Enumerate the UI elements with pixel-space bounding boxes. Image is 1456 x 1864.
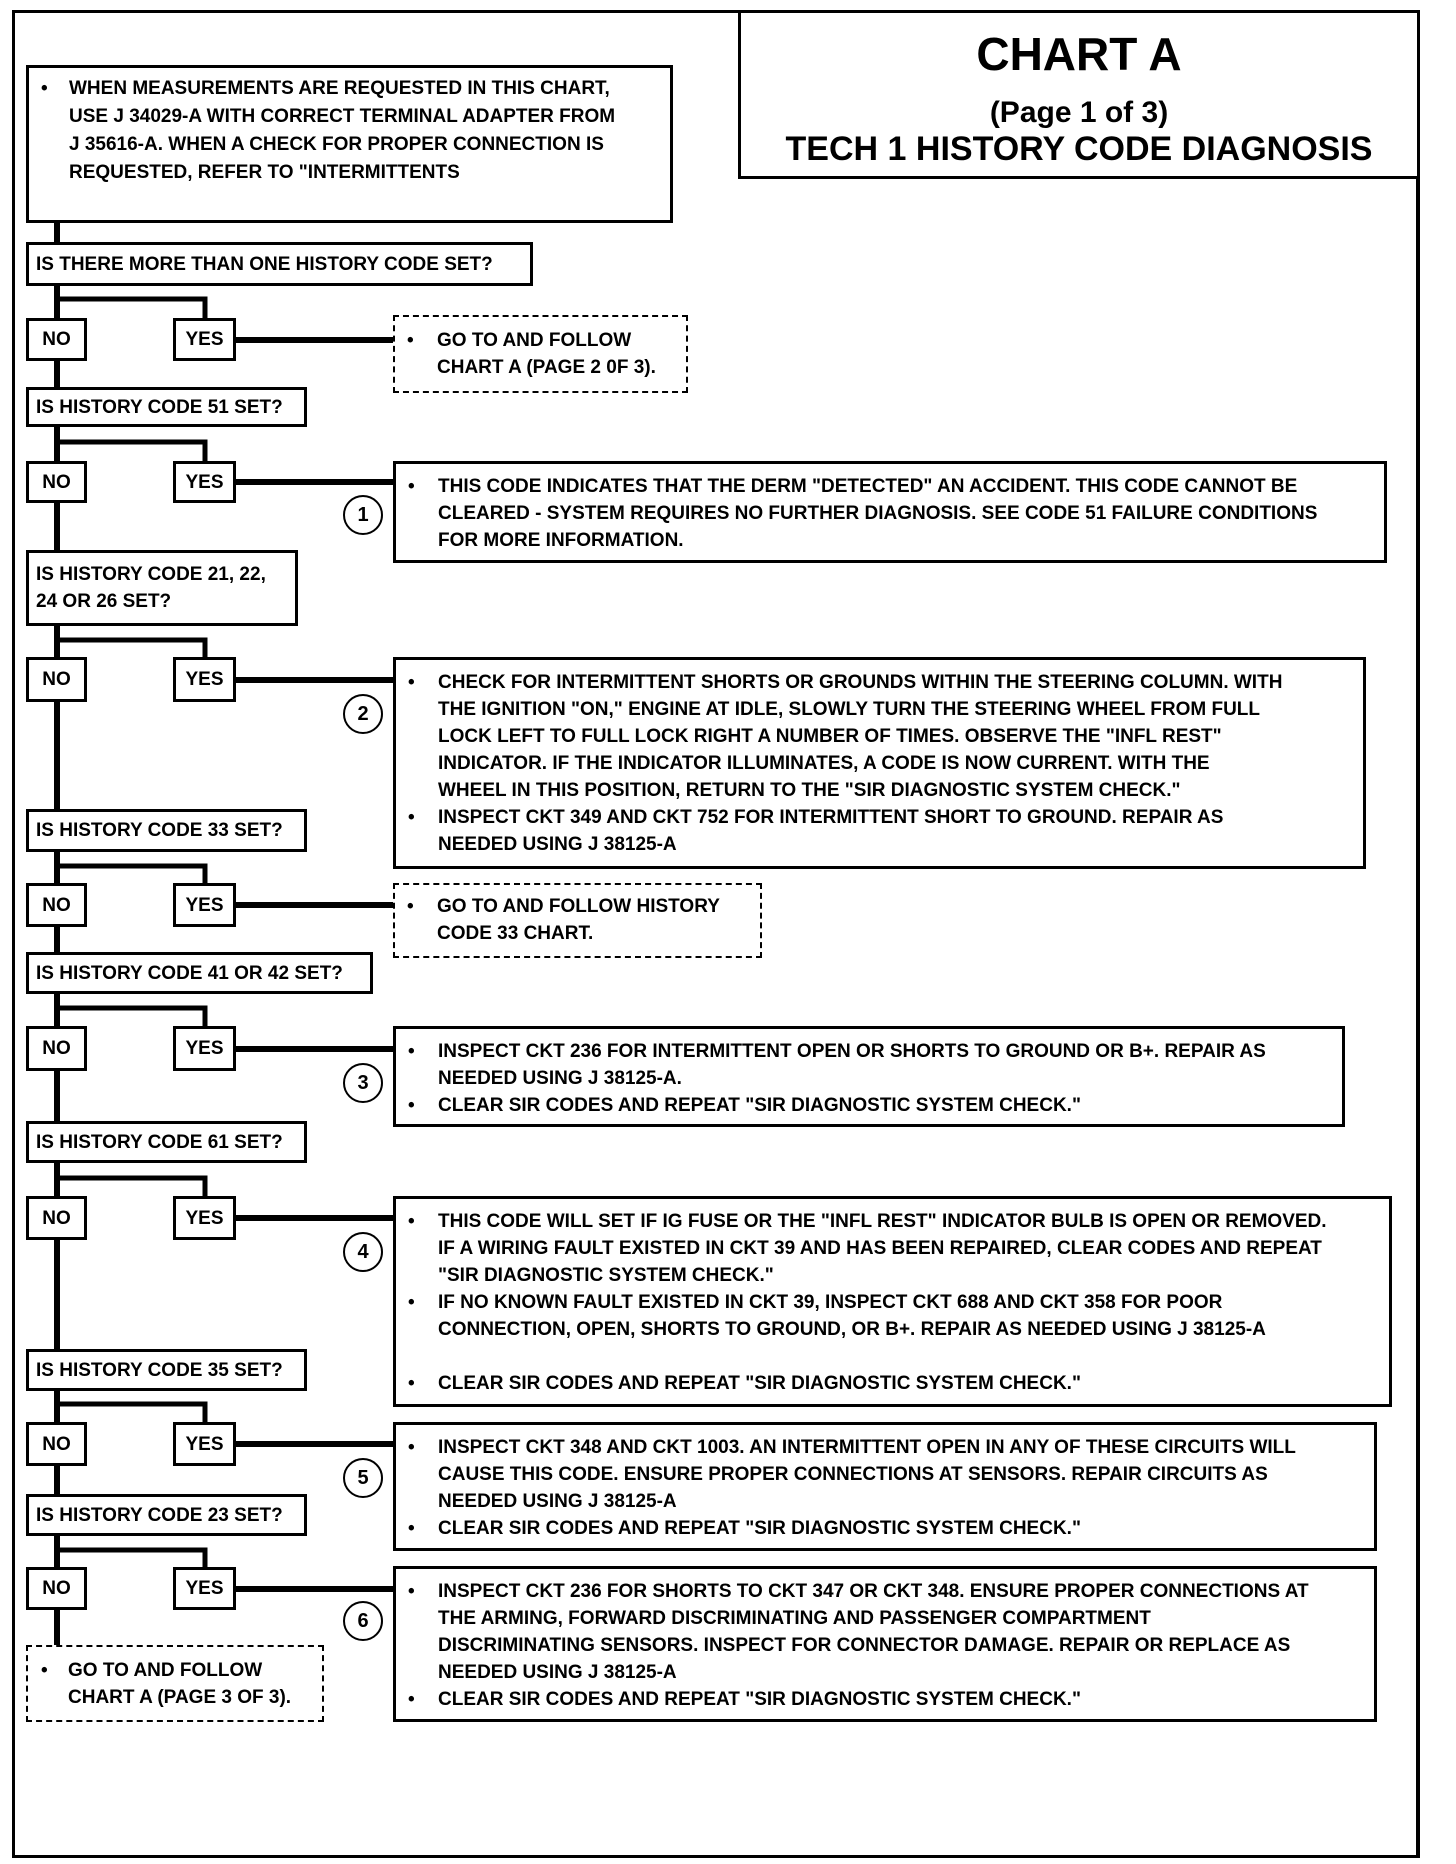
yes-branch-line-3 — [57, 640, 205, 657]
yes-branch-line-8 — [57, 1550, 205, 1567]
chart-title-box — [738, 10, 1420, 179]
action-box-7 — [393, 1422, 1377, 1551]
action-bullet: • THIS CODE WILL SET IF IG FUSE OR THE "INFL REST" INDICATOR BULB IS OPEN OR REMOVED. IF A WIRING FAULT EXISTED IN CKT 39 AND HAS BEEN REPAIRED, CLEAR CODES AND REPEAT "SIR DIAGNOSTIC SYSTEM CHECK." — [396, 1208, 1383, 1289]
step-ref-marker-1: 1 — [343, 495, 383, 535]
action-box-3 — [393, 657, 1366, 869]
action-bullet: • GO TO AND FOLLOW CHART A (PAGE 3 OF 3). — [28, 1657, 316, 1711]
yes-branch-line-5 — [57, 1008, 205, 1026]
step-ref-marker-4: 4 — [343, 1232, 383, 1272]
yes-box-1: YES — [173, 318, 236, 361]
action-bullet: • CLEAR SIR CODES AND REPEAT "SIR DIAGNOSTIC SYSTEM CHECK." — [396, 1686, 1368, 1713]
no-box-3: NO — [26, 657, 87, 702]
action-bullet: • INSPECT CKT 348 AND CKT 1003. AN INTERMITTENT OPEN IN ANY OF THESE CIRCUITS WILL CAUSE THIS CODE. ENSURE PROPER CONNECTIONS AT SENSORS. REPAIR CIRCUITS AS NEEDED USING J 38125-A — [396, 1434, 1368, 1515]
action-bullet: • CLEAR SIR CODES AND REPEAT "SIR DIAGNOSTIC SYSTEM CHECK." — [396, 1515, 1368, 1542]
step-ref-marker-6: 6 — [343, 1601, 383, 1641]
step-ref-marker-5: 5 — [343, 1458, 383, 1498]
yes-box-8: YES — [173, 1567, 236, 1610]
question-box-5: IS HISTORY CODE 41 OR 42 SET? — [26, 952, 373, 994]
step-ref-marker-3: 3 — [343, 1063, 383, 1103]
yes-box-4: YES — [173, 883, 236, 927]
action-bullet: • INSPECT CKT 236 FOR SHORTS TO CKT 347 OR CKT 348. ENSURE PROPER CONNECTIONS AT THE ARMING, FORWARD DISCRIMINATING AND PASSENGER COMPARTMENT DISCRIMINATING SENSORS. INSPECT FOR CONNECTOR DAMAGE. REPAIR OR REPLACE AS NEEDED USING J 38125-A — [396, 1578, 1368, 1686]
yes-box-3: YES — [173, 657, 236, 702]
instructions-note-text: • WHEN MEASUREMENTS ARE REQUESTED IN THIS CHART, USE J 34029-A WITH CORRECT TERMINAL ADAPTER FROM J 35616-A. WHEN A CHECK FOR PROPER CONNECTION IS REQUESTED, REFER TO "INTERMITTENTS — [29, 75, 664, 187]
action-box-4 — [393, 883, 762, 958]
no-box-1: NO — [26, 318, 87, 361]
yes-box-2: YES — [173, 461, 236, 503]
no-box-8: NO — [26, 1567, 87, 1610]
chart-title: CHART A — [976, 28, 1182, 80]
yes-branch-line-2 — [57, 442, 205, 461]
step-ref-marker-2: 2 — [343, 694, 383, 734]
no-box-2: NO — [26, 461, 87, 503]
instructions-note — [26, 65, 673, 223]
yes-branch-line-6 — [57, 1178, 205, 1196]
action-bullet: • IF NO KNOWN FAULT EXISTED IN CKT 39, INSPECT CKT 688 AND CKT 358 FOR POOR CONNECTION, OPEN, SHORTS TO GROUND, OR B+. REPAIR AS NEEDED USING J 38125-A — [396, 1289, 1383, 1343]
action-box-5 — [393, 1026, 1345, 1127]
yes-box-6: YES — [173, 1196, 236, 1240]
action-bullet: • GO TO AND FOLLOW HISTORY CODE 33 CHART. — [395, 893, 754, 947]
action-box-1 — [393, 315, 688, 393]
question-box-7: IS HISTORY CODE 35 SET? — [26, 1349, 307, 1391]
action-bullet: • CHECK FOR INTERMITTENT SHORTS OR GROUNDS WITHIN THE STEERING COLUMN. WITH THE IGNITION "ON," ENGINE AT IDLE, SLOWLY TURN THE STEERING WHEEL FROM FULL LOCK LEFT TO FULL LOCK RIGHT A NUMBER OF TIMES. OBSERVE THE "INFL REST" INDICATOR. IF THE INDICATOR ILLUMINATES, A CODE IS NOW CURRENT. WITH THE WHEEL IN THIS POSITION, RETURN TO THE "SIR DIAGNOSTIC SYSTEM CHECK." — [396, 669, 1357, 804]
no-box-7: NO — [26, 1422, 87, 1466]
no-box-4: NO — [26, 883, 87, 927]
question-box-3: IS HISTORY CODE 21, 22, 24 OR 26 SET? — [26, 550, 298, 626]
no-box-5: NO — [26, 1026, 87, 1071]
action-bullet: • THIS CODE INDICATES THAT THE DERM "DETECTED" AN ACCIDENT. THIS CODE CANNOT BE CLEARED - SYSTEM REQUIRES NO FURTHER DIAGNOSIS. SEE CODE 51 FAILURE CONDITIONS FOR MORE INFORMATION. — [396, 473, 1378, 554]
yes-branch-line-4 — [57, 866, 205, 883]
question-box-6: IS HISTORY CODE 61 SET? — [26, 1121, 307, 1163]
no-box-6: NO — [26, 1196, 87, 1240]
action-bullet: • INSPECT CKT 349 AND CKT 752 FOR INTERMITTENT SHORT TO GROUND. REPAIR AS NEEDED USING J 38125-A — [396, 804, 1357, 858]
chart-subtitle: TECH 1 HISTORY CODE DIAGNOSIS — [785, 130, 1373, 168]
action-bullet: • CLEAR SIR CODES AND REPEAT "SIR DIAGNOSTIC SYSTEM CHECK." — [396, 1092, 1336, 1119]
action-bullet: • INSPECT CKT 236 FOR INTERMITTENT OPEN OR SHORTS TO GROUND OR B+. REPAIR AS NEEDED USING J 38125-A. — [396, 1038, 1336, 1092]
yes-branch-line-7 — [57, 1404, 205, 1422]
question-box-1: IS THERE MORE THAN ONE HISTORY CODE SET? — [26, 242, 533, 286]
action-bullet: • GO TO AND FOLLOW CHART A (PAGE 2 0F 3). — [395, 327, 680, 381]
question-box-2: IS HISTORY CODE 51 SET? — [26, 387, 307, 427]
action-box-6 — [393, 1196, 1392, 1407]
final-action-box — [26, 1645, 324, 1722]
yes-box-7: YES — [173, 1422, 236, 1466]
action-box-2 — [393, 461, 1387, 563]
question-box-8: IS HISTORY CODE 23 SET? — [26, 1494, 307, 1536]
action-box-8 — [393, 1566, 1377, 1722]
chart-page-label: (Page 1 of 3) — [989, 96, 1169, 129]
question-box-4: IS HISTORY CODE 33 SET? — [26, 809, 307, 852]
action-bullet: • CLEAR SIR CODES AND REPEAT "SIR DIAGNOSTIC SYSTEM CHECK." — [396, 1370, 1383, 1397]
yes-branch-line-1 — [57, 299, 205, 318]
yes-box-5: YES — [173, 1026, 236, 1071]
